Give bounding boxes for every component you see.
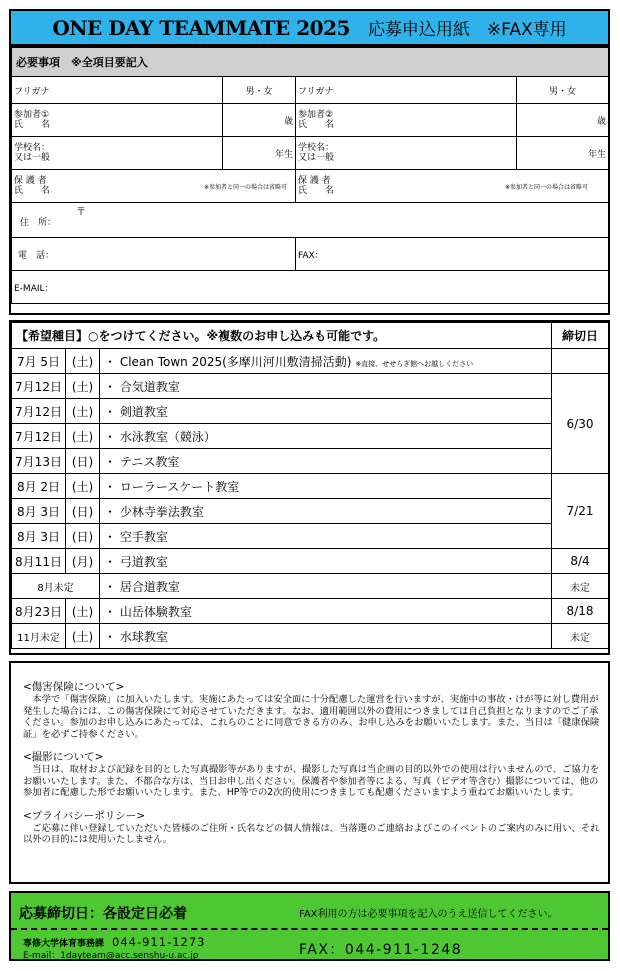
deadline-cell: 未定 [552, 624, 609, 649]
course-row[interactable]: 8月11日 (月) ・ 弓道教室 8/4 [12, 549, 609, 574]
photo-title: <撮影について> [23, 751, 104, 763]
grade-field-1[interactable]: 年生 [223, 137, 296, 170]
school-field-2[interactable]: 学校名： 又は一般 [296, 137, 517, 170]
application-deadline: 応募締切日：各設定日必着 [19, 906, 187, 922]
course-selection-table [9, 320, 610, 655]
course-row[interactable]: 8月 3日 (日) ・ 少林寺拳法教室 [12, 499, 609, 524]
required-fields-section [9, 45, 610, 315]
course-row[interactable]: 8月 3日 (日) ・ 空手教室 [12, 524, 609, 549]
furigana-field-1[interactable]: フリガナ [12, 77, 223, 104]
course-row[interactable]: 8月23日 (土) ・ 山岳体験教室 8/18 [12, 599, 609, 624]
guardian-field-1[interactable]: 保 護 者 氏 名 ※参加者と同一の場合は省略可 [12, 170, 296, 203]
contact-footer [9, 891, 610, 961]
deadline-cell: 未定 [552, 574, 609, 599]
notes-section [9, 661, 610, 884]
name-field-1[interactable]: 参加者① 氏 名 [12, 104, 223, 137]
privacy-title: <プライバシーポリシー> [23, 809, 146, 822]
school-field-1[interactable]: 学校名： 又は一般 [12, 137, 223, 170]
course-row[interactable]: 8月未定 ・ 居合道教室 未定 [12, 574, 609, 599]
name-field-2[interactable]: 参加者② 氏 名 [296, 104, 517, 137]
deadline-header: 締切日 [552, 323, 609, 349]
course-row[interactable]: 7月12日 (土) ・ 水泳教室（競泳） [12, 424, 609, 449]
deadline-cell: 6/30 [552, 374, 609, 474]
phone-field[interactable]: 電 話： [12, 238, 296, 271]
postal-mark: 〒 [76, 207, 86, 218]
address-field[interactable]: 〒 住 所： [12, 203, 609, 238]
course-row[interactable]: 7月13日 (日) ・ テニス教室 [12, 449, 609, 474]
gender-field-1[interactable]: 男・女 [223, 77, 296, 104]
age-field-1[interactable]: 歳 [223, 104, 296, 137]
insurance-title: <傷害保険について> [23, 681, 125, 693]
deadline-cell: 7/21 [552, 474, 609, 549]
deadline-cell: 8/4 [552, 549, 609, 574]
office-fax[interactable]: FAX：044-911-1248 [299, 942, 463, 958]
gender-field-2[interactable]: 男・女 [517, 77, 609, 104]
deadline-cell: 8/18 [552, 599, 609, 624]
insurance-body: 本学で「傷害保険」に加入いたします。実施にあたっては安全面に十分配慮した運営を行いますが、実施中の事故・けが等に対し費用が発生した場合には、この傷害保険にて対応させていただきます。なお、適用範囲以外の費用につきましては自己負担となりますのでご了承ください。参加のお申し込みにあたっては、これらのことに同意できる方のみ、お申し込みをお願いいたします。また、当日は「健康保険証」を必ずご持参ください。 [23, 694, 600, 740]
dashed-divider [11, 928, 608, 930]
form-header [9, 9, 610, 46]
office-phone[interactable]: 044-911-1273 [112, 935, 206, 949]
privacy-body: ご応募に伴い登録していただいた皆様のご住所・氏名などの個人情報は、当落選のご連絡およびこのイベントのご案内のみに用い、それ以外の目的には使用いたしません。 [23, 822, 600, 845]
office-contact: 専修大学体育事務課 044-911-1273 [23, 935, 206, 949]
email-field[interactable]: E-MAIL： [12, 271, 609, 304]
fax-instruction: FAX利用の方は必要事項を記入のうえ送信してください。 [299, 909, 558, 920]
section-title: 必要事項 ※全項目要記入 [12, 48, 609, 77]
guardian-field-2[interactable]: 保 護 者 氏 名 ※参加者と同一の場合は省略可 [296, 170, 609, 203]
photo-body: 当日は、取材および記録を目的とした写真撮影等がありますが、撮影した写真は当企画の目的以外での使用は行いませんので、ご協力をお願いいたします。また、不都合な方は、当日お申し出ください。保護者や参加者等による、写真（ビデオ等含む）撮影については、他の参加者に配慮した形でお願いいたします。また、HP等での2次的使用につきましても配慮くださいますよう重ねてお願いいたします。 [23, 764, 600, 798]
furigana-field-2[interactable]: フリガナ [296, 77, 517, 104]
age-field-2[interactable]: 歳 [517, 104, 609, 137]
course-row[interactable]: 11月未定 (土) ・ 水球教室 未定 [12, 624, 609, 649]
fax-field[interactable]: FAX： [296, 238, 609, 271]
course-table-header: 【希望種目】○をつけてください。※複数のお申し込みも可能です。 [12, 323, 552, 349]
title-english: ONE DAY TEAMMATE 2025 [52, 15, 350, 40]
course-row[interactable]: 7月12日 (土) ・ 剣道教室 [12, 399, 609, 424]
grade-field-2[interactable]: 年生 [517, 137, 609, 170]
title-japanese: 応募申込用紙 ※FAX専用 [367, 20, 567, 40]
office-email[interactable]: E-mail：1dayteam@acc.senshu-u.ac.jp [23, 951, 199, 961]
course-row[interactable]: 7月 5日 (土) ・ Clean Town 2025(多摩川河川敷清掃活動) ※直接、せせらぎ館へお越しください [12, 349, 609, 374]
course-row[interactable]: 8月 2日 (土) ・ ローラースケート教室 7/21 [12, 474, 609, 499]
course-row[interactable]: 7月12日 (土) ・ 合気道教室 6/30 [12, 374, 609, 399]
